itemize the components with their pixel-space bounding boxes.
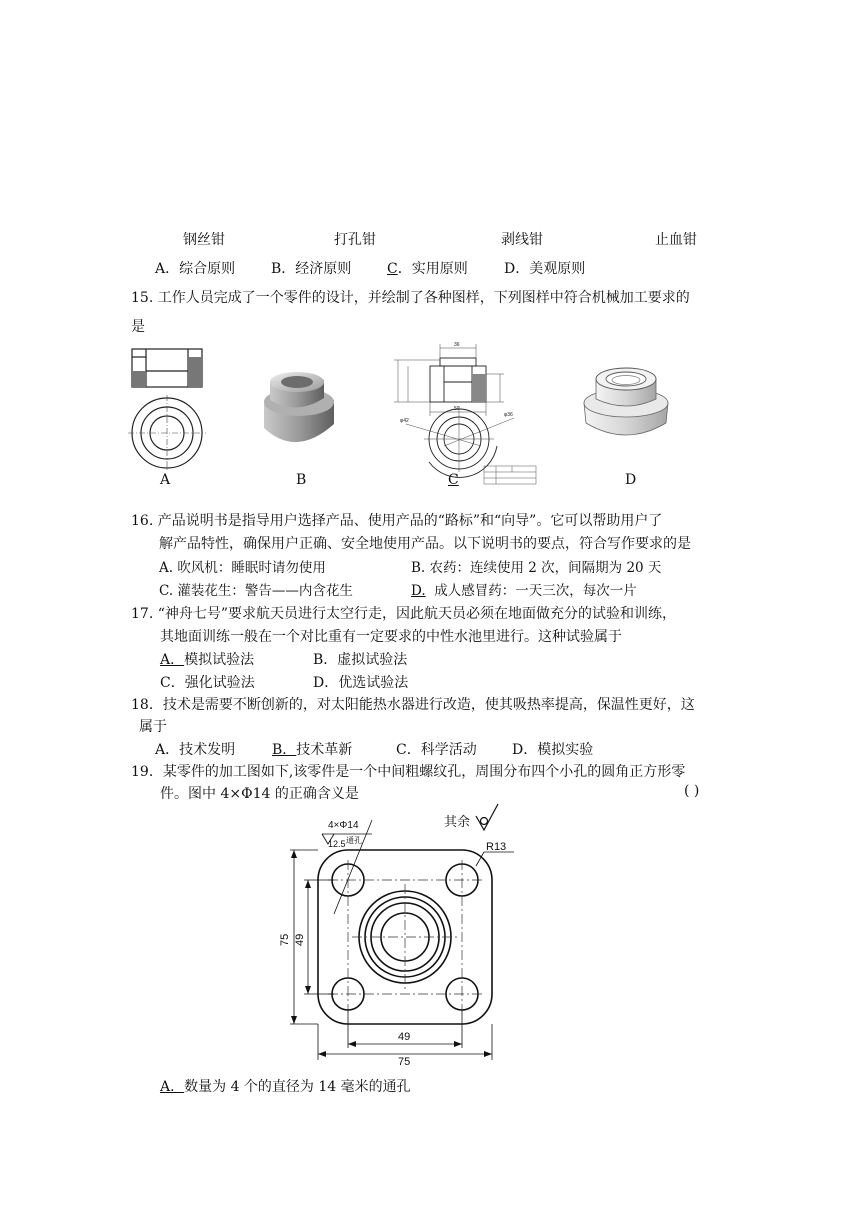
figure-c-dim-bottom: 50	[454, 406, 460, 412]
q18-option-a: A．技术发明	[155, 742, 236, 758]
q18-option-c: C．科学活动	[396, 742, 477, 758]
q18-option-b-text: 技术革新	[296, 742, 353, 758]
q18-stem-line1: 18．技术是需要不断创新的，对太阳能热水器进行改造，使其吸热率提高，保温性更好，这	[131, 697, 695, 713]
figure-d-3d-part	[580, 365, 672, 443]
q19-dim-outer-horizontal: 75	[398, 1056, 411, 1068]
roughness-symbol-icon	[476, 804, 498, 830]
q19-stem-line1: 19．某零件的加工图如下,该零件是一个中间粗螺纹孔，周围分布四个小孔的圆角正方形零	[131, 764, 686, 780]
figure-c-drawing	[384, 336, 542, 486]
q18-stem-line2: 属于	[139, 719, 167, 735]
q19-dim-inner-horizontal: 49	[398, 1031, 411, 1043]
q19-answer	[160, 1076, 411, 1096]
q17-option-c: C．强化试验法	[160, 675, 255, 691]
tool-label-2: 打孔钳	[334, 232, 376, 248]
q17-option-a-text: 模拟试验法	[184, 652, 255, 668]
q19-answer-bracket: ( )	[684, 783, 700, 799]
q16-stem-line1: 16. 产品说明书是指导用户选择产品、使用产品的“路标”和“向导”。它可以帮助用户了	[131, 513, 663, 529]
q14-option-c-letter: C	[387, 261, 398, 277]
figure-c-title-block	[484, 466, 536, 484]
q14-option-d: D．美观原则	[504, 261, 586, 277]
q16-stem-line2: 解产品特性，确保用户正确、安全地使用产品。以下说明书的要点，符合写作要求的是	[159, 536, 691, 552]
figure-label-d: D	[625, 472, 637, 488]
q19-through-hole-label: 通孔	[346, 836, 362, 845]
figure-c-dim-left: φ42	[400, 418, 409, 424]
figure-a-drawing	[126, 345, 208, 470]
q18-option-b-letter: B．	[272, 742, 297, 758]
q19-stem-line2: 件。图中 4×Φ14 的正确含义是	[160, 786, 359, 802]
q17-stem-line2: 其地面训练一般在一个对比重有一定要求的中性水池里进行。这种试验属于	[160, 629, 622, 645]
q17-stem-line1: 17. “神舟七号”要求航天员进行太空行走，因此航天员必须在地面做充分的试验和训练，	[131, 606, 677, 622]
q14-option-a: A．综合原则	[155, 261, 236, 277]
q18-option-d: D．模拟实验	[512, 742, 594, 758]
q14-option-b: B．经济原则	[271, 261, 352, 277]
q17-option-b: B．虚拟试验法	[313, 652, 408, 668]
tool-label-4: 止血钳	[655, 232, 697, 248]
q17-option-d: D．优选试验法	[313, 675, 409, 691]
tool-label-1: 钢丝钳	[183, 232, 225, 248]
figure-c-dim-right: φ36	[504, 412, 513, 418]
figure-label-a: A	[160, 472, 171, 488]
q16-option-d-letter: D.	[411, 583, 426, 599]
q15-stem-line2: 是	[131, 319, 145, 335]
q19-dim-outer-vertical: 75	[279, 933, 291, 946]
q16-option-b: B. 农药：连续使用 2 次，间隔期为 20 天	[411, 560, 662, 576]
figure-label-c: C	[448, 472, 459, 488]
q14-option-c-text: ．实用原则	[397, 261, 468, 277]
q17-option-a-letter: A．	[160, 652, 185, 668]
q19-roughness-value: 12.5	[328, 839, 346, 849]
q19-answer-text: 数量为 4 个的直径为 14 毫米的通孔	[184, 1079, 411, 1095]
q14-option-c	[387, 258, 468, 278]
q18-option-b	[264, 739, 352, 759]
q16-option-a: A. 吹风机：睡眠时请勿使用	[159, 560, 326, 576]
q17-option-a	[160, 649, 254, 669]
figure-b-3d-part	[258, 372, 340, 450]
q19-rest-label: 其余	[444, 815, 471, 830]
q19-dim-inner-vertical: 49	[294, 933, 306, 946]
q19-answer-letter: A．	[160, 1079, 185, 1095]
q16-option-d	[397, 579, 637, 599]
q19-hole-callout: 4×Φ14	[328, 820, 359, 831]
figure-label-b: B	[296, 472, 307, 488]
q15-stem-line1: 15. 工作人员完成了一个零件的设计，并绘制了各种图样，下列图样中符合机械加工要求的	[131, 290, 690, 306]
tool-label-3: 剥线钳	[501, 232, 543, 248]
q19-part-drawing	[276, 800, 516, 1070]
q16-option-c: C. 灌装花生：警告——内含花生	[159, 583, 353, 599]
figure-c-dim-top: 36	[454, 342, 460, 348]
q16-option-d-text: 成人感冒药：一天三次，每次一片	[434, 583, 637, 599]
q19-radius-label: R13	[486, 841, 507, 853]
